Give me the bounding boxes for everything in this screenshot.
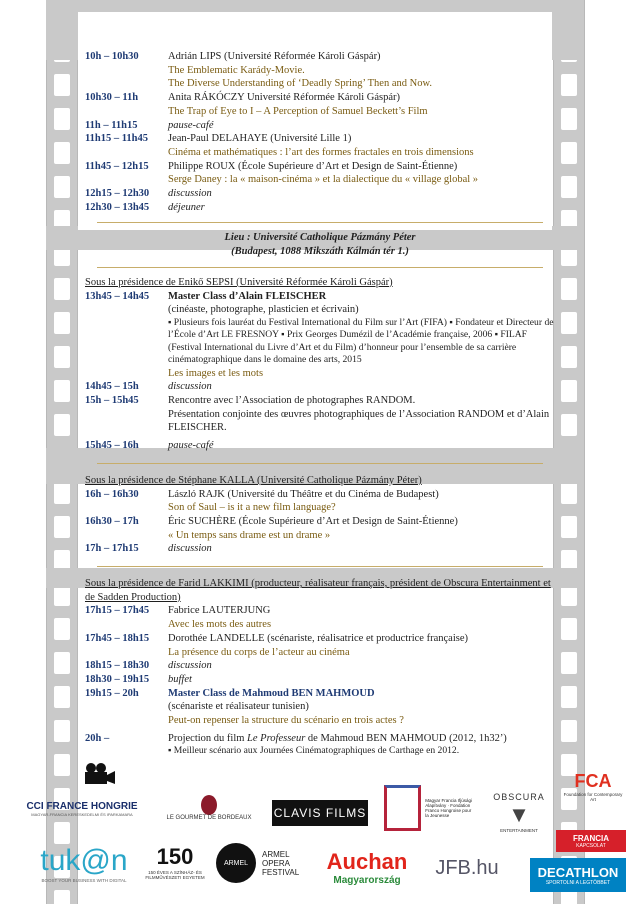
logo-text: CLAVIS FILMS	[273, 806, 367, 820]
section-chair: Sous la présidence de Stéphane KALLA (Université Catholique Pázmány Péter)	[85, 474, 422, 486]
talk-title: Serge Daney : la « maison-cinéma » et la dialectique du « village global »	[168, 174, 479, 186]
sprocket-hole	[561, 278, 577, 300]
auchan-logo	[312, 846, 422, 888]
talk-title: The Emblematic Karády-Movie.	[168, 64, 305, 76]
separator	[97, 566, 543, 567]
logo-text: 150	[156, 844, 194, 869]
note: pause-café	[168, 440, 214, 452]
sprocket-hole	[54, 414, 70, 436]
logo-subtext: Foundation for Contemporary Art	[563, 791, 623, 802]
logo-text: ARMEL OPERA FESTIVAL	[262, 849, 300, 877]
screening	[168, 732, 555, 746]
schedule-row	[85, 50, 555, 91]
sprocket-hole	[54, 108, 70, 130]
screening-text: de Mahmoud BEN MAHMOUD (2012, 1h32’)	[305, 732, 507, 744]
time: 12h30 – 13h45	[85, 201, 150, 213]
sprocket-hole	[54, 890, 70, 904]
sprocket-hole	[54, 380, 70, 402]
schedule-row	[85, 380, 555, 394]
schedule-row	[85, 659, 555, 673]
talk-title: The Trap of Eye to I – A Perception of Samuel Beckett’s Film	[168, 105, 428, 117]
jfb-logo	[432, 850, 502, 886]
speaker: Adrián LIPS (Université Réformée Károli Gáspár)	[168, 51, 381, 62]
note: discussion	[168, 381, 212, 393]
time: 20h –	[85, 732, 110, 744]
time: 14h45 – 15h	[85, 381, 139, 393]
talk-title: « Un temps sans drame est un drame »	[168, 529, 331, 541]
sprocket-hole	[561, 516, 577, 538]
sprocket-hole	[54, 142, 70, 164]
sprocket-hole	[561, 108, 577, 130]
sprocket-hole	[561, 482, 577, 504]
time: 10h30 – 11h	[85, 92, 139, 104]
speaker: Philippe ROUX (École Supérieure d’Art et Design de Saint-Étienne)	[168, 160, 458, 172]
award: ▪ Meilleur scénario aux Journées Cinématographiques de Carthage en 2012.	[168, 745, 460, 757]
sprocket-hole	[54, 720, 70, 742]
time: 13h45 – 14h45	[85, 290, 150, 302]
venue-line: Lieu : Université Catholique Pázmány Péter	[224, 232, 416, 244]
sprocket-hole	[54, 686, 70, 708]
logo-text: OBSCURA	[493, 791, 545, 802]
logo-text: Auchan	[326, 848, 408, 874]
schedule-row	[85, 515, 555, 542]
program-content	[85, 50, 555, 758]
sprocket-hole	[54, 754, 70, 776]
armel-icon: ARMEL	[216, 843, 256, 883]
schedule-row	[85, 119, 555, 133]
logo-subtext: SPORTOLNI A LEGTÖBBET	[545, 879, 611, 886]
time: 19h15 – 20h	[85, 687, 139, 699]
sprocket-hole	[561, 652, 577, 674]
schedule-row	[85, 673, 555, 687]
logo-text: FCA	[574, 770, 612, 791]
venue-address: (Budapest, 1088 Mikszáth Kálmán tér 1.)	[231, 246, 409, 258]
logo-text: Magyar Francia Ifjúsági Alapítvány · Fondation Franco Hongroise pour la Jeunesse	[425, 798, 472, 818]
time: 11h – 11h15	[85, 119, 138, 131]
armel-opera-festival-logo	[214, 838, 310, 888]
time: 17h – 17h15	[85, 543, 139, 555]
talk-title: La présence du corps de l’acteur au cinéma	[168, 646, 350, 658]
time: 18h15 – 18h30	[85, 660, 150, 672]
talk-title: Avec les mots des autres	[168, 619, 272, 631]
venue-block	[85, 231, 555, 258]
sprocket-hole	[561, 618, 577, 640]
decathlon-logo	[530, 858, 626, 892]
sprocket-hole	[54, 482, 70, 504]
subtitle: (cinéaste, photographe, plasticien et écrivain)	[168, 304, 359, 316]
logo-subtext: 150 ÉVES A SZÍNHÁZ- ÉS FILMMŰVÉSZETI EGYETEM	[145, 870, 205, 880]
logo-subtext: ENTERTAINMENT	[500, 827, 538, 833]
logo-text: DECATHLON	[537, 864, 619, 880]
event-text: Présentation conjointe des œuvres photographiques de l’Association RANDOM et d’Alain FLEISCHER.	[168, 408, 550, 434]
obscura-entertainment-logo	[480, 778, 558, 846]
schedule-row	[85, 488, 555, 515]
subtitle: (scénariste et réalisateur tunisien)	[168, 701, 309, 713]
schedule-row	[85, 132, 555, 159]
sprocket-hole	[54, 516, 70, 538]
clavis-films-logo	[272, 800, 368, 826]
speaker: Fabrice LAUTERJUNG	[168, 605, 271, 617]
schedule-row	[85, 91, 555, 118]
morning-schedule	[85, 50, 555, 214]
masterclass-title: Master Class d’Alain FLEISCHER	[168, 290, 327, 302]
schedule-row	[85, 439, 555, 453]
talk-title: Son of Saul – is it a new film language?	[168, 502, 336, 514]
speaker: Anita RÁKÓCZY Université Réformée Károli Gáspár)	[168, 92, 401, 104]
logo-text: tuk@n	[40, 843, 128, 877]
szfe-150-logo	[140, 834, 210, 890]
fondation-franco-hongroise-logo	[384, 786, 472, 830]
speaker: Dorothée LANDELLE (scénariste, réalisatrice et productrice française)	[168, 632, 468, 644]
talk-title: Cinéma et mathématiques : l’art des formes fractales en trois dimensions	[168, 146, 474, 158]
sprocket-hole	[561, 346, 577, 368]
sprocket-hole	[561, 720, 577, 742]
separator	[97, 267, 543, 268]
schedule-row	[85, 732, 555, 758]
sprocket-hole	[561, 686, 577, 708]
schedule-row	[85, 542, 555, 556]
film-title: Le Professeur	[247, 732, 306, 744]
sprocket-hole	[561, 312, 577, 334]
sprocket-hole	[54, 312, 70, 334]
sprocket-hole	[54, 346, 70, 368]
logo-subtext: MAGYAR-FRANCIA KERESKEDELMI ÉS IPARKAMARA	[31, 812, 133, 817]
sprocket-hole	[561, 890, 577, 904]
logo-subtext: BOOST YOUR BUSINESS WITH DIGITAL	[41, 877, 127, 883]
schedule-row	[85, 604, 555, 631]
schedule-row	[85, 687, 555, 728]
sprocket-hole	[54, 652, 70, 674]
time: 12h15 – 12h30	[85, 188, 150, 200]
time: 18h30 – 19h15	[85, 673, 150, 685]
logo-text: CCI FRANCE HONGRIE	[26, 801, 138, 812]
note: discussion	[168, 660, 212, 672]
talk-title: Peut-on repenser la structure du scénario en trois actes ?	[168, 715, 404, 727]
time: 16h30 – 17h	[85, 515, 139, 527]
time: 11h45 – 12h15	[85, 160, 149, 172]
cci-france-hongrie-logo	[18, 796, 146, 822]
logo-text: FRANCIA	[573, 833, 609, 843]
time: 15h45 – 16h	[85, 440, 139, 452]
schedule-row	[85, 290, 555, 381]
time: 10h – 10h30	[85, 51, 139, 62]
separator	[97, 222, 543, 223]
time: 17h45 – 18h15	[85, 632, 150, 644]
masterclass-title: Master Class de Mahmoud BEN MAHMOUD	[168, 687, 375, 699]
talk-title: Les images et les mots	[168, 367, 264, 379]
sprocket-hole	[54, 74, 70, 96]
time: 16h – 16h30	[85, 488, 139, 500]
fca-logo	[562, 762, 624, 810]
sprocket-hole	[561, 74, 577, 96]
logo-subtext: KAPCSOLAT	[576, 842, 606, 849]
sprocket-hole	[54, 618, 70, 640]
wine-icon	[201, 795, 217, 815]
screening-text: Projection du film	[168, 732, 248, 744]
note: déjeuner	[168, 201, 205, 213]
schedule-row	[85, 201, 555, 215]
sprocket-hole	[561, 414, 577, 436]
logo-text: LE GOURMET DE BORDEAUX	[166, 815, 252, 821]
schedule-row	[85, 160, 555, 187]
speaker: Éric SUCHÈRE (École Supérieure d’Art et Design de Saint-Étienne)	[168, 515, 458, 527]
sprocket-hole	[561, 142, 577, 164]
sprocket-hole	[561, 176, 577, 198]
time: 15h – 15h45	[85, 394, 139, 406]
bio: ▪ Plusieurs fois lauréat du Festival International du Film sur l’Art (FIFA) ▪ Fondateur et Directeur de l’École d’Art LE FRESNOY ▪ Prix Georges Dumézil de l’Académie française, 2006 ▪ FILAF (Festival International du Livre d’Art et du Film) d’honneur pour l’ensemble de sa carrière cinématographique dans le domaine des arts, 2015	[168, 316, 554, 366]
event-text: Rencontre avec l’Association de photographes RANDOM.	[168, 394, 416, 406]
speaker: Jean-Paul DELAHAYE (Université Lille 1)	[168, 133, 352, 145]
section-chair: Sous la présidence de Farid LAKKIMI (producteur, réalisateur français, président de Obscura Entertainment et de Sadden Production)	[85, 578, 551, 603]
speaker: László RAJK (Université du Théâtre et du Cinéma de Budapest)	[168, 488, 439, 500]
time: 17h15 – 17h45	[85, 605, 150, 617]
note: discussion	[168, 543, 212, 555]
section-chair: Sous la présidence de Enikő SEPSI (Université Réformée Károli Gáspár)	[85, 276, 393, 288]
film-camera-icon	[82, 762, 116, 786]
separator	[97, 463, 543, 464]
logo-text: JFB.hu	[435, 856, 499, 879]
sprocket-hole	[54, 278, 70, 300]
note: pause-café	[168, 119, 214, 131]
schedule-row	[85, 394, 555, 435]
schedule-row	[85, 632, 555, 659]
schedule-row	[85, 187, 555, 201]
gourmet-de-bordeaux-logo	[160, 788, 258, 828]
talk-title: The Diverse Understanding of ‘Deadly Spring’ Then and Now.	[168, 78, 432, 90]
note: buffet	[168, 673, 192, 685]
sprocket-hole	[54, 176, 70, 198]
francia-kapcsolat-logo	[556, 830, 626, 852]
note: discussion	[168, 188, 212, 200]
time: 11h15 – 11h45	[85, 133, 149, 145]
tukan-logo	[20, 834, 148, 892]
owl-icon: ▼	[508, 801, 530, 827]
logo-subtext: Magyarország	[333, 874, 401, 886]
ffha-icon	[384, 785, 421, 831]
sprocket-hole	[561, 380, 577, 402]
